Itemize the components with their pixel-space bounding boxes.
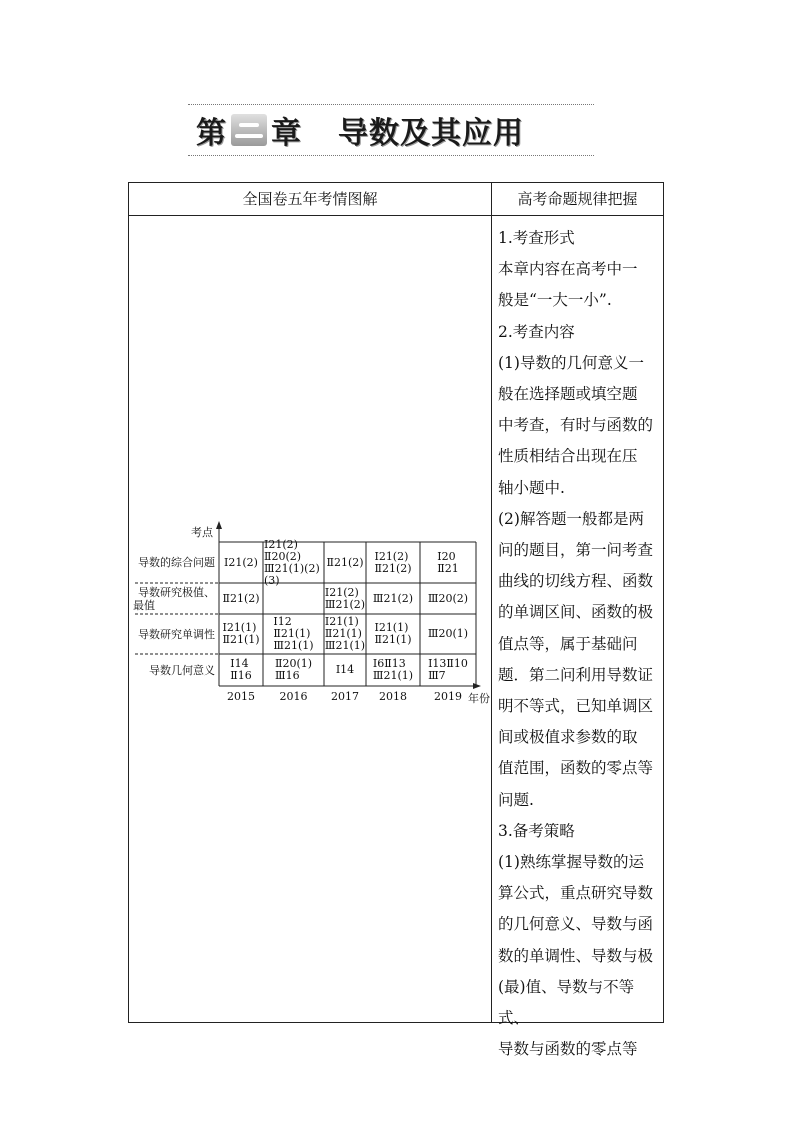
rules-line: (1)导数的几何意义一 (498, 353, 644, 372)
grid-cell (421, 542, 475, 583)
x-axis-label: 年份 (468, 692, 490, 705)
rules-line: 3.备考策略 (498, 821, 575, 840)
row-label (133, 583, 215, 614)
rules-line: 问题. (498, 790, 534, 809)
rules-line: 般是“一大一小”. (498, 291, 612, 310)
y-axis-label: 考点 (191, 526, 213, 539)
chapter-name: 导数及其应用 (338, 116, 524, 151)
cell-entry: Ⅰ6Ⅱ13 (372, 657, 406, 670)
cell-entry: Ⅰ12 (273, 615, 292, 628)
chapter-suffix: 章 (271, 116, 302, 151)
x-tick-label: 2017 (331, 690, 359, 703)
grid-cell (220, 654, 262, 686)
cell-entry: Ⅲ21(1) (324, 639, 366, 652)
rules-line: 轴小题中. (498, 478, 565, 497)
grid-cell (325, 542, 365, 583)
cell-entry: Ⅰ20 (437, 549, 456, 563)
cell-entry: Ⅱ20(2) (264, 549, 302, 563)
chapter-title (196, 112, 524, 151)
cell-entry: Ⅱ21(1) (324, 627, 362, 640)
chapter-prefix: 第 (196, 116, 227, 151)
cell-entry: Ⅲ21(1)(2)(3) (264, 561, 320, 587)
cell-entry: Ⅱ21(2) (222, 591, 260, 605)
rules-line: 题．第二问利用导数证 (498, 665, 654, 684)
grid-cell (367, 542, 419, 583)
cell-entry: Ⅰ21(2) (264, 537, 298, 551)
cell-entry: Ⅱ21(1) (374, 633, 412, 646)
rules-line: 本章内容在高考中一 (498, 260, 638, 279)
grid-cell (367, 614, 419, 654)
rules-line: 2.考查内容 (498, 322, 575, 341)
cell-entry: Ⅰ21(2) (374, 549, 409, 563)
grid-cell (220, 583, 262, 614)
rules-line: 般在选择题或填空题 (498, 385, 638, 404)
cell-entry: Ⅰ14 (335, 663, 355, 676)
rules-line: 导数与函数的零点等 (498, 1040, 638, 1059)
cell-entry: Ⅰ21(1) (222, 621, 257, 634)
grid-cell (264, 583, 323, 614)
grid-cell (421, 654, 475, 686)
rules-line: 数的单调性、导数与极 (498, 946, 654, 965)
grid-cell (325, 614, 365, 654)
cell-entry: Ⅲ20(2) (427, 591, 469, 605)
x-tick-label: 2018 (379, 690, 407, 703)
grid-cell (220, 542, 262, 583)
title-bottom-rule (188, 155, 594, 156)
grid-cell (421, 614, 475, 654)
cell-entry: Ⅱ21(1) (273, 627, 311, 640)
x-tick-label: 2019 (434, 690, 462, 703)
rules-line: (1)熟练掌握导数的运 (498, 853, 644, 872)
rules-line: 明不等式，已知单调区 (498, 697, 654, 716)
cell-entry: Ⅲ7 (428, 669, 446, 682)
cell-entry: Ⅰ14 (230, 657, 249, 670)
right-column-header: 高考命题规律把握 (517, 190, 638, 208)
cell-entry: Ⅰ21(2) (324, 585, 359, 599)
chapter-number-glyph (231, 114, 267, 146)
grid-cell (264, 654, 323, 686)
exam-analysis-table (128, 182, 664, 1059)
cell-entry: Ⅱ20(1) (274, 657, 313, 670)
cell-entry: Ⅲ21(2) (372, 591, 414, 605)
cell-entry: Ⅱ21 (437, 561, 459, 575)
rules-line: 问的题目，第一问考查 (498, 541, 654, 560)
cell-entry: Ⅲ21(2) (324, 597, 366, 611)
grid-cell (367, 654, 419, 686)
row-label-line: 导数研究单调性 (138, 627, 215, 641)
rules-line: (最)值、导数与不等式、 (498, 977, 635, 1028)
column-divider (491, 183, 492, 1022)
row-label-line: 导数的综合问题 (138, 556, 215, 569)
rules-line: 值范围，函数的零点等 (498, 759, 654, 778)
rules-line: 值点等，属于基础问 (498, 634, 638, 653)
grid-cell (264, 537, 323, 587)
cell-entry: Ⅰ21(1) (324, 615, 359, 628)
cell-entry: Ⅱ16 (230, 669, 252, 682)
cell-entry: Ⅰ21(2) (224, 555, 258, 569)
row-label-line: 导数几何意义 (149, 663, 215, 677)
title-top-rule (188, 104, 594, 105)
cell-entry: Ⅱ21(2) (374, 561, 412, 575)
chapter-title-block (188, 104, 594, 156)
rules-line: 中考查，有时与函数的 (498, 416, 654, 435)
row-label (133, 654, 215, 686)
rules-line: 的单调区间、函数的极 (498, 603, 654, 622)
x-tick-label: 2016 (279, 690, 308, 703)
grid-cell (264, 614, 323, 654)
cell-entry: Ⅰ13Ⅱ10 (428, 657, 468, 670)
row-label (133, 542, 215, 583)
cell-entry: Ⅱ21(2) (326, 555, 364, 569)
grid-cell (325, 583, 365, 614)
rules-line: (2)解答题一般都是两 (498, 509, 644, 528)
rules-line: 的几何意义、导数与函 (498, 915, 654, 934)
rules-line: 间或极值求参数的取 (498, 728, 638, 747)
x-tick-label: 2015 (227, 690, 255, 703)
cell-entry: Ⅲ16 (274, 669, 300, 682)
row-label-line: 导数研究极值、 (138, 585, 215, 599)
grid-cell (220, 614, 262, 654)
cell-entry: Ⅲ20(1) (427, 627, 469, 640)
rules-line: 1.考查形式 (498, 229, 575, 247)
exam-rules-text (498, 223, 658, 1065)
y-axis-arrow (216, 521, 222, 529)
cell-entry: Ⅰ21(1) (374, 621, 409, 634)
rules-line: 算公式，重点研究导数 (498, 884, 654, 903)
cell-entry: Ⅲ21(1) (372, 669, 414, 682)
grid-cell (325, 654, 365, 686)
cell-entry: Ⅲ21(1) (273, 639, 314, 652)
row-label (133, 614, 215, 654)
grid-cell (367, 583, 419, 614)
cell-entry: Ⅱ21(1) (222, 633, 260, 646)
rules-line: 曲线的切线方程、函数 (498, 572, 654, 591)
grid-cell (421, 583, 475, 614)
left-column-header: 全国卷五年考情图解 (242, 190, 378, 208)
rules-line: 性质相结合出现在压 (498, 447, 638, 466)
row-label-line: 最值 (133, 598, 155, 612)
